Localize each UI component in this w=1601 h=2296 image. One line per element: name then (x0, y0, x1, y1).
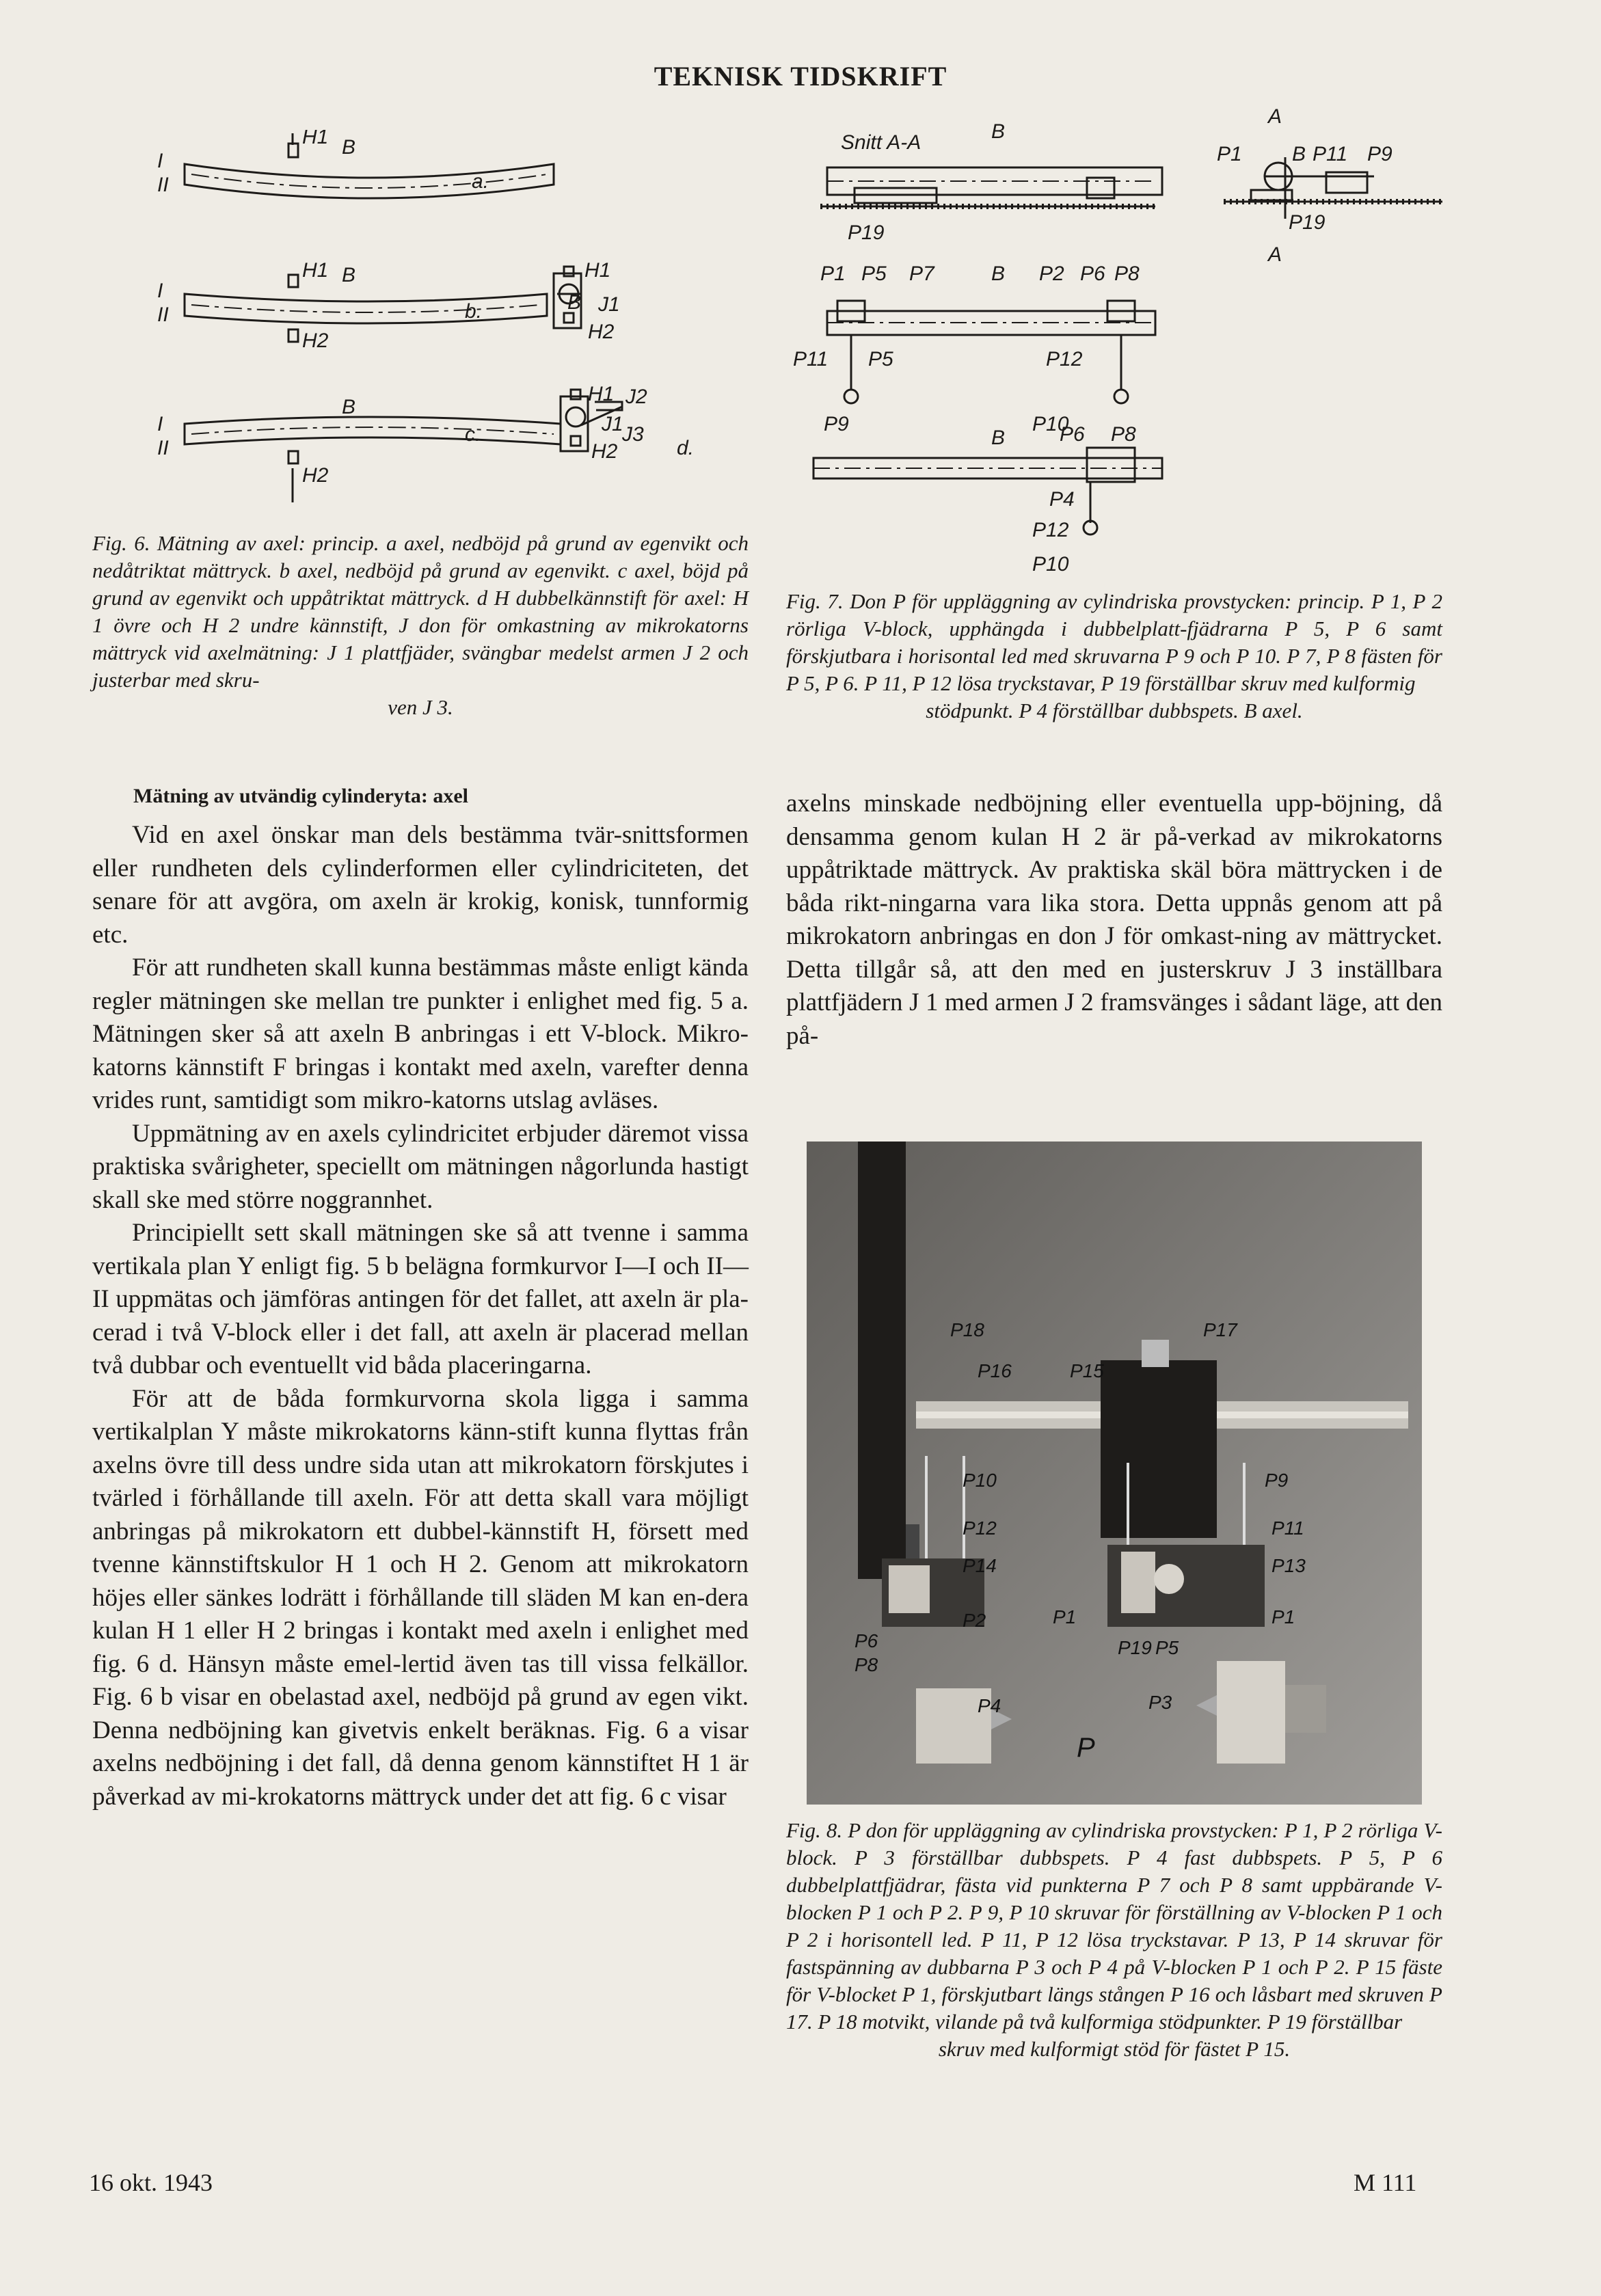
paragraph: Vid en axel önskar man dels bestämma tvär-snittsformen eller rundheten dels cylinderformen eller cylindriciteten, det senare för att avgöra, om axeln är krokig, konisk, tunnformig etc. (92, 821, 749, 949)
fig6-label-II: II (157, 437, 169, 459)
footer-date: 16 okt. 1943 (89, 2169, 213, 2196)
fig8-label-P10: P10 (963, 1470, 997, 1491)
fig6-caption-last: ven J 3. (388, 695, 453, 719)
fig6-label-B: B (342, 264, 356, 286)
fig7-label-P11: P11 (1313, 143, 1348, 165)
right-column (786, 787, 1442, 1053)
fig6-label-H1: H1 (302, 259, 329, 282)
fig6-label-B: B (342, 396, 356, 418)
fig6-label-J1: J1 (602, 413, 623, 435)
fig6-label-H1: H1 (584, 259, 611, 282)
fig8-label-P3: P3 (1148, 1692, 1172, 1713)
fig6-label-I: I (157, 150, 163, 172)
fig7-label-snitt: Snitt A-A (841, 131, 921, 154)
fig7-label-P8: P8 (1111, 423, 1136, 446)
fig7-label-P1: P1 (1217, 143, 1242, 165)
fig6-label-H2: H2 (588, 321, 615, 343)
fig8-label-P19: P19 (1118, 1637, 1152, 1658)
fig7-label-P5: P5 (868, 348, 893, 370)
fig7-label-P1: P1 (820, 262, 846, 285)
fig6-label-H1: H1 (588, 383, 615, 405)
section-title: Mätning av utvändig cylinderyta: axel (133, 785, 469, 807)
paragraph: För att de båda formkurvorna skola ligga i samma vertikalplan Y måste mikrokatorns känn-stift kunna flyttas från axelns övre till dess undre sida utan att mikrokatorn förskjutes i tvärled i förhållande till axeln. För att detta skall vara möjligt anbringas på mikrokatorn ett dubbel-kännstift H, försett med tvenne kännstiftskulor H 1 och H 2. Genom att mikrokatorn höjes eller sänkes lodrätt i förhållande till släden M kan en-dera kulan H 1 eller H 2 bringas i kontakt med axeln i enlighet med fig. 6 d. Hänsyn måste emel-lertid även tas till vissa felkällor. Fig. 6 b visar en obelastad axel, nedböjd på grund av egen vikt. Denna nedböjning kan givetvis enkelt beräknas. Fig. 6 a visar axelns nedböjning i det fall, då denna genom kännstiftet H 1 är påverkad av mi-krokatorns mättryck under det att fig. 6 c visar (92, 1384, 749, 1811)
paragraph: För att rundheten skall kunna bestämmas måste enligt kända regler mätningen ske mellan tre punkter i enlighet med fig. 5 a. Mätningen sker så att axeln B anbringas i ett V-block. Mikro-katorns kännstift F bringas i kontakt med axeln, varefter denna vrides runt, samtidigt som mikro-katorns utslag avläses. (92, 954, 749, 1114)
left-column (92, 819, 749, 1813)
fig6-label-H2: H2 (302, 464, 329, 487)
fig6-label-H2: H2 (591, 440, 618, 463)
fig8-label-P14: P14 (963, 1555, 997, 1576)
fig8-label-P8: P8 (855, 1654, 878, 1675)
fig6-label-J3: J3 (622, 423, 644, 446)
fig6-label-I: I (157, 280, 163, 302)
paragraph: axelns minskade nedböjning eller eventuella upp-böjning, då densamma genom kulan H 2 är på-verkad av mikrokatorns uppåtriktade mättryck. Av praktiska skäl böra mättrycken i de båda rikt-ningarna vara lika stora. Detta uppnås genom att på mikrokatorn anbringas en don J för omkast-ning av mättrycket. Detta tillgår så, att den med en justerskruv J 3 inställbara plattfjädern J 1 med armen J 2 framsvänges i sådant läge, att den på- (786, 789, 1442, 1050)
fig7-caption (786, 588, 1442, 725)
fig8-caption-text: Fig. 8. P don för uppläggning av cylindriska provstycken: P 1, P 2 rörliga V-block. P 3 förställbar dubbspets. P 4 fast dubbspets. P 5, P 6 dubbelplattfjädrar, fästa vid punkterna P 7 och P 8 samt uppbärande V-blocken P 1 och P 2. P 9, P 10 skruvar för förställning av V-blocken P 1 och P 2 i horisontell led. P 11, P 12 lösa tryckstavar. P 13, P 14 skruvar för fastspänning av dubbarna P 3 och P 4 på V-blocken P 1 och P 2. P 15 fäste för V-blocket P 1, förskjutbart längs stången P 16 och låsbart med skruven P 17. P 18 motvikt, vilande på två kulformiga stödpunkter. P 19 förställbar (786, 1818, 1442, 2034)
fig6-caption-text: Fig. 6. Mätning av axel: princip. a axel, nedböjd på grund av egenvikt och nedåtriktat mättryck. b axel, nedböjd på grund av egenvikt. c axel, böjd på grund av egenvikt och uppåtriktat mättryck. d H dubbelkännstift för axel: H 1 övre och H 2 undre kännstift, J don för omkastning av mikrokatorns mättryck vid axelmätning: J 1 plattfjäder, svängbar medelst armen J 2 och justerbar med skru- (92, 531, 749, 692)
fig7-label-P6: P6 (1080, 262, 1105, 285)
fig7-label-P11: P11 (793, 348, 829, 370)
fig6-label-J1: J1 (598, 293, 620, 316)
fig7-label-P12: P12 (1046, 348, 1083, 370)
fig7-label-P8: P8 (1114, 262, 1140, 285)
fig7-label-A: A (1268, 243, 1282, 266)
fig7-label-A: A (1268, 105, 1282, 128)
fig7-label-B: B (991, 120, 1006, 143)
fig7-label-P19: P19 (1289, 211, 1326, 234)
fig7-label-B: B (991, 262, 1006, 285)
fig6-label-I: I (157, 413, 163, 435)
fig8-label-P6: P6 (855, 1630, 878, 1651)
fig7-label-P5: P5 (861, 262, 887, 285)
fig6-label-c: c. (465, 423, 481, 446)
fig7-label-P19: P19 (848, 221, 885, 244)
fig8-label-P16: P16 (978, 1360, 1012, 1381)
footer-page-number: M 111 (1354, 2169, 1417, 2196)
fig8-caption-last: skruv med kulformigt stöd för fästet P 15. (938, 2037, 1291, 2061)
fig6-label-a: a. (472, 170, 489, 193)
fig8-label-P18: P18 (950, 1319, 984, 1340)
fig8-label-P11: P11 (1272, 1517, 1304, 1539)
fig8-label-P1: P1 (1053, 1606, 1077, 1628)
fig6-label-B: B (342, 136, 356, 159)
fig8-label-P4: P4 (978, 1695, 1001, 1716)
fig7-label-P9: P9 (1367, 143, 1393, 165)
fig7-label-P6: P6 (1060, 423, 1085, 446)
fig8-label-P5: P5 (1155, 1637, 1179, 1658)
fig7-label-B: B (991, 427, 1006, 449)
fig7-diagram (786, 103, 1470, 581)
fig6-label-b: b. (465, 300, 483, 323)
fig8-label-P9: P9 (1265, 1470, 1289, 1491)
fig7-label-P12: P12 (1032, 519, 1069, 541)
paragraph: Uppmätning av en axels cylindricitet erbjuder däremot vissa praktiska svårigheter, speciellt om mätningen någorlunda hastigt skall ske med större noggrannhet. (92, 1119, 749, 1214)
paragraph: Principiellt sett skall mätningen ske så att tvenne i samma vertikala plan Y enligt fig. 5 b belägna formkurvor I—I och II—II uppmätas och jämföras antingen för det fallet, att axeln är pla-cerad i två V-block eller i det fall, att axeln är placerad mellan två dubbar och eventuellt vid båda placeringarna. (92, 1219, 749, 1379)
fig7-label-P4: P4 (1049, 488, 1075, 511)
fig8-caption (786, 1817, 1442, 2063)
fig8-label-P17: P17 (1203, 1319, 1237, 1340)
fig6-label-J2: J2 (625, 386, 647, 408)
fig7-label-P10: P10 (1032, 553, 1069, 576)
fig8-label-P: P (1077, 1733, 1095, 1763)
fig7-label-P7: P7 (909, 262, 934, 285)
fig8-label-P1: P1 (1272, 1606, 1295, 1628)
fig7-label-B: B (1292, 143, 1306, 165)
fig8-label-P15: P15 (1070, 1360, 1104, 1381)
fig6-label-d: d. (677, 437, 695, 459)
fig7-caption-last: stödpunkt. P 4 förställbar dubbspets. B axel. (926, 699, 1303, 722)
fig6-caption (92, 530, 749, 721)
fig7-label-P2: P2 (1039, 262, 1064, 285)
journal-header: TEKNISK TIDSKRIFT (654, 61, 947, 92)
fig6-label-II: II (157, 174, 169, 196)
fig7-label-P10: P10 (1032, 413, 1069, 435)
fig8-label-P12: P12 (963, 1517, 997, 1539)
fig6-label-B: B (567, 291, 582, 314)
fig6-label-H1: H1 (302, 130, 329, 148)
fig6-label-II: II (157, 303, 169, 326)
fig7-caption-text: Fig. 7. Don P för uppläggning av cylindriska provstycken: princip. P 1, P 2 rörliga V-block, upphängda i dubbelplatt-fjädrarna P 5, P 6 samt förskjutbara i horisontal led med skruvarna P 9 och P 10. P 7, P 8 fästen för P 5, P 6. P 11, P 12 lösa tryckstavar, P 19 förställbar skruv med kulformig (786, 589, 1442, 695)
fig6-diagram (144, 130, 759, 513)
fig8-label-P13: P13 (1272, 1555, 1306, 1576)
fig8-label-P2: P2 (963, 1610, 986, 1631)
fig7-label-P9: P9 (824, 413, 849, 435)
fig8-photo (807, 1142, 1422, 1805)
fig6-label-H2: H2 (302, 329, 329, 352)
